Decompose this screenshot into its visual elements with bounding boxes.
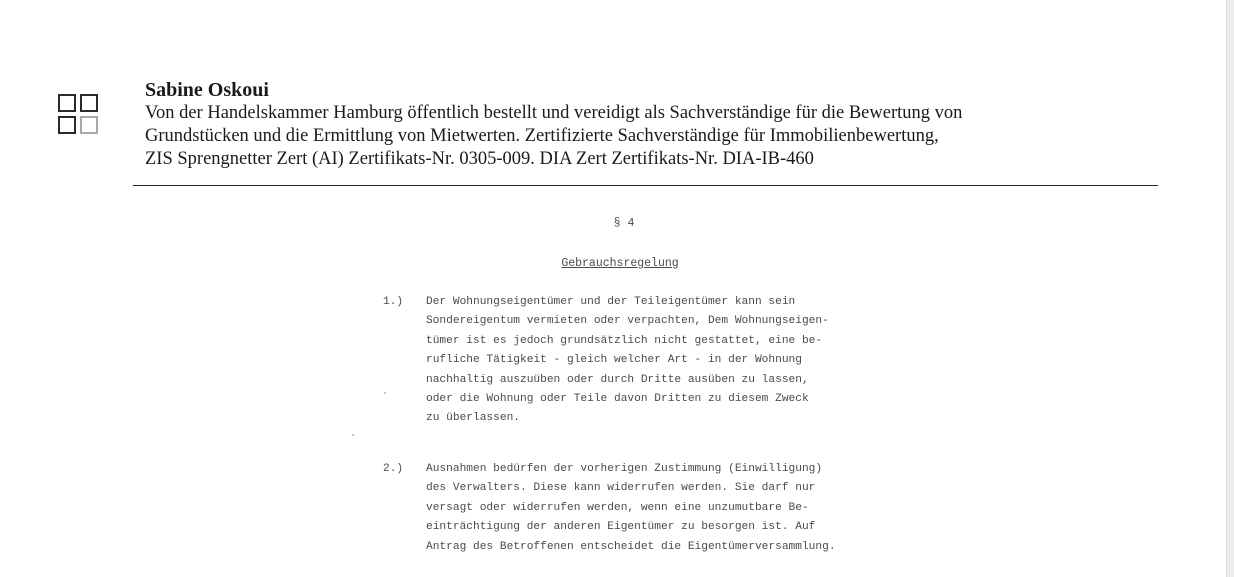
clause-line: Ausnahmen bedürfen der vorherigen Zustimmung (Einwilligung)	[426, 463, 823, 475]
section-heading: Gebrauchsregelung	[561, 257, 679, 270]
logo-square-bottom-left	[58, 116, 76, 134]
clause-text	[426, 460, 836, 557]
clause-line: zu überlassen.	[426, 412, 520, 425]
letterhead-line-3: ZIS Sprengnetter Zert (AI) Zertifikats-Nr. 0305-009. DIA Zert Zertifikats-Nr. DIA-IB-460	[145, 149, 814, 169]
clause-text	[426, 293, 829, 429]
logo-square-bottom-right	[80, 116, 98, 134]
clause-line: rufliche Tätigkeit - gleich welcher Art - in der Wohnung	[426, 354, 802, 367]
clause-line: Sondereigentum vermieten oder verpachten, Dem Wohnungseigen-	[426, 315, 829, 328]
scan-speck	[352, 434, 354, 436]
page-edge	[1226, 0, 1234, 577]
clause-number: 1.)	[383, 296, 404, 308]
logo-square-top-left	[58, 94, 76, 112]
letterhead	[145, 78, 1145, 171]
scan-speck	[384, 392, 386, 394]
letterhead-line-2: Grundstücken und die Ermittlung von Mietwerten. Zertifizierte Sachverständige für Immobilienbewertung,	[145, 126, 939, 146]
clause-line: nachhaltig auszuüben oder durch Dritte ausüben zu lassen,	[426, 373, 809, 386]
clause-line: tümer ist es jedoch grundsätzlich nicht gestattet, eine be-	[426, 334, 823, 347]
expert-name: Sabine Oskoui	[145, 79, 269, 101]
clause-number: 2.)	[383, 463, 404, 475]
logo-icon	[58, 94, 108, 140]
clause-line: des Verwalters. Diese kann widerrufen werden. Sie darf nur	[426, 482, 816, 495]
clause-line: einträchtigung der anderen Eigentümer zu besorgen ist. Auf	[426, 521, 816, 534]
letterhead-line-1: Von der Handelskammer Hamburg öffentlich bestellt und vereidigt als Sachverständige für die Bewertung von	[145, 103, 963, 123]
clause-line: versagt oder widerrufen werden, wenn eine unzumutbare Be-	[426, 501, 809, 514]
logo-square-top-right	[80, 94, 98, 112]
clause-line: Der Wohnungseigentümer und der Teileigentümer kann sein	[426, 296, 796, 308]
header-divider	[133, 185, 1158, 186]
clause-line: oder die Wohnung oder Teile davon Dritten zu diesem Zweck	[426, 393, 809, 406]
section-number: § 4	[613, 217, 635, 230]
clause-line: Antrag des Betroffenen entscheidet die Eigentümerversammlung.	[426, 540, 836, 553]
